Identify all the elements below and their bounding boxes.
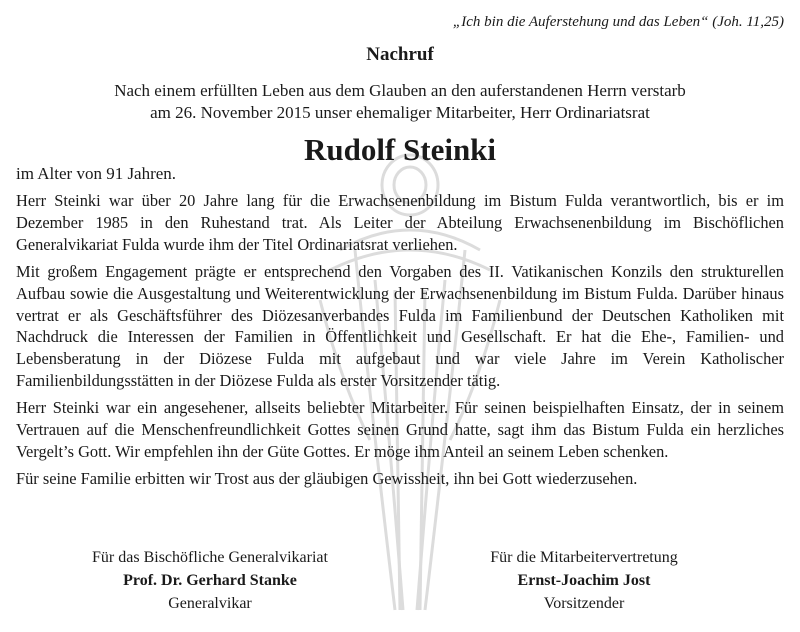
signature-person: Ernst-Joachim Jost [517, 572, 651, 589]
signature-role: Generalvikar [168, 595, 252, 612]
obituary-heading: Nachruf [366, 44, 434, 65]
signature-right [424, 546, 744, 615]
signature-left [50, 546, 370, 615]
signature-role: Vorsitzender [543, 595, 625, 612]
intro-line: am 26. November 2015 unser ehemaliger Mitarbeiter, Herr Ordinariatsrat [150, 103, 650, 122]
intro-text [0, 80, 800, 124]
intro-line: Nach einem erfüllten Leben aus dem Glauben an den auferstandenen Herrn verstarb [114, 81, 686, 100]
paragraph-career: Herr Steinki war über 20 Jahre lang für die Erwachsenenbildung im Bistum Fulda verantwortlich, bis er im Dezember 1985 in den Ruhestand trat. Als Leiter der Abteilung Erwachsenenbildung im Bischöflichen Generalvikariat Fulda wurde ihm der Titel Ordinariatsrat verliehen. [16, 191, 784, 254]
paragraph-appreciation: Herr Steinki war ein angesehener, allseits beliebter Mitarbeiter. Für seinen beispielhaften Einsatz, der in seinem Vertrauen auf die Menschenfreundlichkeit Gottes seinen Grund hatte, sagt ihm das Bistum Fulda ein herzliches Vergelt’s Gott. Wir empfehlen ihn der Güte Gottes. Er möge ihm Anteil an seinem Leben schenken. [16, 398, 784, 461]
signature-person: Prof. Dr. Gerhard Stanke [123, 572, 297, 589]
obituary-body [16, 190, 784, 495]
age-line: im Alter von 91 Jahren. [16, 164, 177, 183]
signature-org: Für die Mitarbeitervertretung [490, 549, 678, 566]
signature-org: Für das Bischöfliche Generalvikariat [92, 549, 328, 566]
paragraph-family: Für seine Familie erbitten wir Trost aus der gläubigen Gewissheit, ihn bei Gott wiederzusehen. [16, 468, 638, 488]
paragraph-engagement: Mit großem Engagement prägte er entsprechend den Vorgaben des II. Vatikanischen Konzils den strukturellen Aufbau sowie die Ausgestaltung und Weiterentwicklung der Erwachsenenbildung im Bistum Fulda. Darüber hinaus vertrat er als Geschäftsführer des Diözesanverbandes Fulda im Familienbund der Deutschen Katholiken mit Nachdruck die Interessen der Familien in Öffentlichkeit und Gesellschaft. Er hat die Ehe-, Familien- und Lebensberatung in der Diözese Fulda mit aufgebaut und war viele Jahre im Verein Katholischer Familienbildungsstätten in der Diözese Fulda als erster Vorsitzender tätig. [16, 261, 784, 391]
bible-quote: „Ich bin die Auferstehung und das Leben“ (Joh. 11,25) [452, 14, 784, 30]
deceased-name: Rudolf Steinki [303, 132, 497, 167]
